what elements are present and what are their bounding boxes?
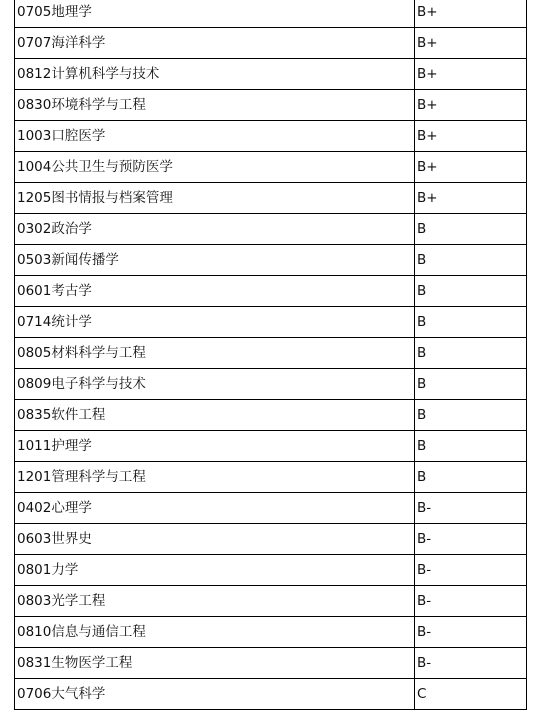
- table-row: [15, 431, 527, 462]
- subject-cell: 0601考古学: [15, 276, 415, 307]
- grade-cell: B: [415, 338, 527, 369]
- grade-cell: B-: [415, 586, 527, 617]
- subject-cell: 0603世界史: [15, 524, 415, 555]
- subject-cell: 0714统计学: [15, 307, 415, 338]
- grade-cell: B-: [415, 493, 527, 524]
- table-row: [15, 617, 527, 648]
- table-body: [15, 0, 527, 710]
- discipline-grade-table-container: [14, 0, 526, 710]
- table-row: [15, 214, 527, 245]
- subject-cell: 0801力学: [15, 555, 415, 586]
- grade-cell: B: [415, 431, 527, 462]
- table-row: [15, 369, 527, 400]
- table-row: [15, 338, 527, 369]
- subject-cell: 1205图书情报与档案管理: [15, 183, 415, 214]
- subject-cell: 0810信息与通信工程: [15, 617, 415, 648]
- grade-cell: B+: [415, 121, 527, 152]
- grade-cell: B: [415, 369, 527, 400]
- table-row: [15, 152, 527, 183]
- subject-cell: 1011护理学: [15, 431, 415, 462]
- grade-cell: B: [415, 400, 527, 431]
- grade-cell: B: [415, 462, 527, 493]
- grade-cell: B+: [415, 0, 527, 28]
- grade-cell: B+: [415, 152, 527, 183]
- grade-cell: B+: [415, 28, 527, 59]
- table-row: [15, 679, 527, 710]
- table-row: [15, 555, 527, 586]
- subject-cell: 1004公共卫生与预防医学: [15, 152, 415, 183]
- table-row: [15, 183, 527, 214]
- table-row: [15, 462, 527, 493]
- subject-cell: 0402心理学: [15, 493, 415, 524]
- table-row: [15, 28, 527, 59]
- grade-cell: C: [415, 679, 527, 710]
- subject-cell: 0803光学工程: [15, 586, 415, 617]
- grade-cell: B: [415, 214, 527, 245]
- subject-cell: 1201管理科学与工程: [15, 462, 415, 493]
- grade-cell: B: [415, 307, 527, 338]
- table-row: [15, 493, 527, 524]
- table-row: [15, 0, 527, 28]
- subject-cell: 0705地理学: [15, 0, 415, 28]
- grade-cell: B-: [415, 524, 527, 555]
- subject-cell: 0835软件工程: [15, 400, 415, 431]
- table-row: [15, 586, 527, 617]
- table-row: [15, 524, 527, 555]
- grade-cell: B: [415, 245, 527, 276]
- subject-cell: 0503新闻传播学: [15, 245, 415, 276]
- table-row: [15, 400, 527, 431]
- grade-cell: B-: [415, 555, 527, 586]
- table-row: [15, 121, 527, 152]
- grade-cell: B+: [415, 183, 527, 214]
- table-row: [15, 307, 527, 338]
- table-row: [15, 59, 527, 90]
- table-row: [15, 90, 527, 121]
- subject-cell: 0830环境科学与工程: [15, 90, 415, 121]
- subject-cell: 0707海洋科学: [15, 28, 415, 59]
- subject-cell: 0809电子科学与技术: [15, 369, 415, 400]
- grade-cell: B+: [415, 90, 527, 121]
- grade-cell: B+: [415, 59, 527, 90]
- subject-cell: 0706大气科学: [15, 679, 415, 710]
- subject-cell: 1003口腔医学: [15, 121, 415, 152]
- table-row: [15, 648, 527, 679]
- grade-cell: B-: [415, 648, 527, 679]
- subject-cell: 0805材料科学与工程: [15, 338, 415, 369]
- subject-cell: 0812计算机科学与技术: [15, 59, 415, 90]
- table-row: [15, 245, 527, 276]
- subject-cell: 0831生物医学工程: [15, 648, 415, 679]
- discipline-grade-table: [14, 0, 527, 710]
- table-row: [15, 276, 527, 307]
- subject-cell: 0302政治学: [15, 214, 415, 245]
- grade-cell: B-: [415, 617, 527, 648]
- grade-cell: B: [415, 276, 527, 307]
